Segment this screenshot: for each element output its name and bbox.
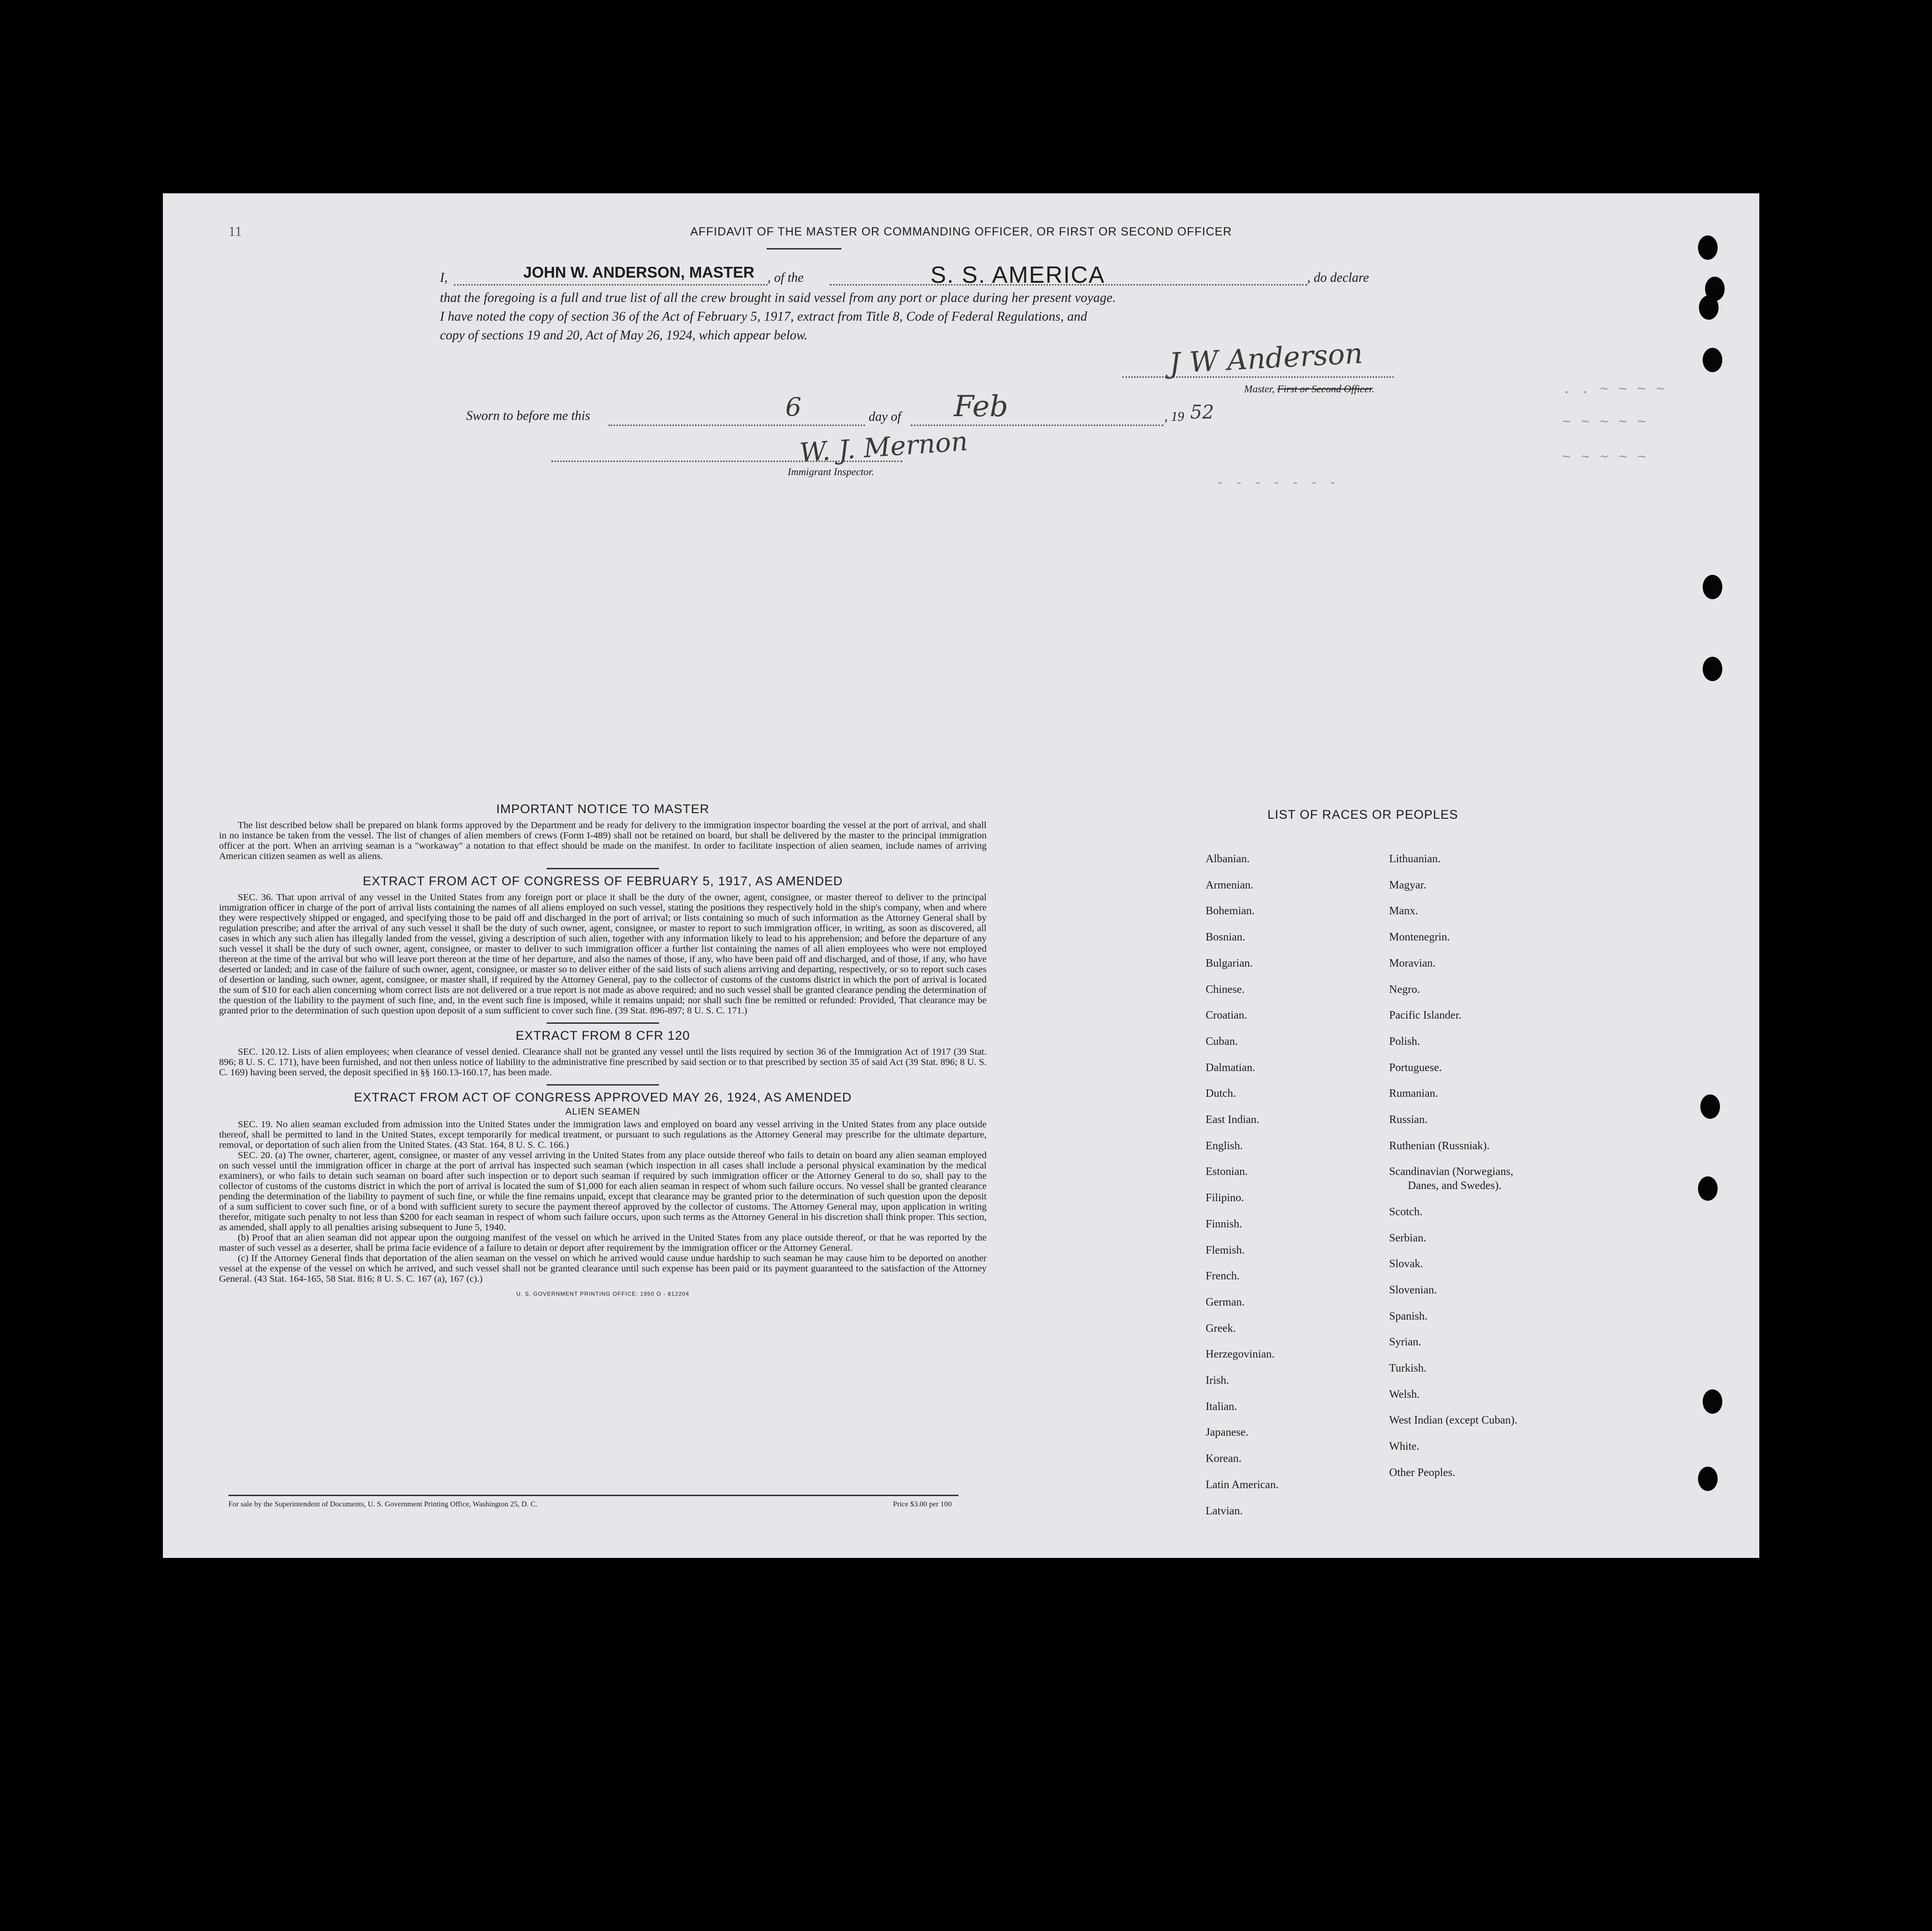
punch-hole [1698,1467,1718,1491]
day-line [608,409,865,426]
declaration-line-3: I have noted the copy of section 36 of the Act of February 5, 1917, extract from Title 8, Code of Federal Regulations, and [440,309,1087,324]
race-item: Magyar. [1389,879,1427,891]
race-item: German. [1206,1296,1245,1308]
extract-cfr-body: SEC. 120.12. Lists of alien employees; when clearance of vessel denied. Clearance shall not be granted any vessel until the lists required by section 36 of the Immigration Act of 1917 (39 Stat. 896; 8 U. S. C. 171), have been furnished, and not then unless notice of liability to the administrative fine prescribed by said section or to that prescribed by section 35 of said Act (39 Stat. 896; 8 U. S. C. 169) having been served, the deposit specified in §§ 160.13-160.17, has been made. [219,1047,987,1078]
month-value: Feb [954,389,1009,423]
race-item: Korean. [1206,1453,1242,1465]
affidavit-title: AFFIDAVIT OF THE MASTER OR COMMANDING OFFICER, OR FIRST OR SECOND OFFICER [690,225,1232,238]
race-item: Herzegovinian. [1206,1348,1275,1361]
race-item: Danes, and Swedes). [1408,1180,1501,1192]
race-item: Montenegrin. [1389,931,1450,944]
race-item: Portuguese. [1389,1061,1442,1074]
race-item: Slovenian. [1389,1284,1437,1296]
extract-1917-title: EXTRACT FROM ACT OF CONGRESS OF FEBRUARY 5, 1917, AS AMENDED [363,874,843,888]
race-item: Irish. [1206,1374,1229,1387]
punch-hole [1703,657,1722,681]
race-item: Pacific Islander. [1389,1009,1462,1022]
race-item: Latin American. [1206,1478,1279,1491]
race-item: Dutch. [1206,1087,1236,1100]
race-item: Chinese. [1206,983,1245,996]
master-signature: J W Anderson [1168,337,1364,380]
inspector-signature: W. J. Mernon [798,426,969,469]
do-declare-label: , do declare [1307,271,1369,285]
punch-hole [1699,295,1719,320]
race-item: Moravian. [1389,957,1436,969]
race-item: Other Peoples. [1389,1466,1456,1479]
race-item: Japanese. [1206,1426,1249,1439]
month-line [911,409,1164,426]
day-value: 6 [785,392,802,422]
master-caption-pre: Master, [1244,383,1277,395]
race-item: Turkish. [1389,1362,1427,1375]
race-item: Negro. [1389,983,1420,996]
sec19-body: SEC. 19. No alien seaman excluded from admission into the United States under the immigration laws and employed on board any vessel arriving in the United States from any place outside thereof, shall be permitted to land in the United States, except temporarily for medical treatment, or pursuant to such regulations as the Attorney General may prescribe for the ultimate departure, removal, or deportation of such alien from the United States. (43 Stat. 164, 8 U. S. C. 166.) [219,1119,987,1150]
race-item: English. [1206,1139,1243,1152]
race-item: Bosnian. [1206,931,1245,944]
document-page [163,193,1759,1558]
punch-hole [1700,1094,1720,1119]
sec20b-body: (b) Proof that an alien seaman did not appear upon the outgoing manifest of the vessel on which he arrived in the United States from any place outside thereof, or that he was reported by the master of such vessel as a deserter, shall be prima facie evidence of a failure to detain or deport after requirement by the immigration officer or the Attorney General. [219,1233,987,1253]
extract-1917-body: SEC. 36. That upon arrival of any vessel in the United States from any foreign port or place it shall be the duty of the owner, agent, consignee, or master thereof to deliver to the principal immigration officer in charge of the port of arrival lists containing the names of all aliens employed on such vessel, stating the positions they respectively hold in the ship's company, when and where they were respectively shipped or engaged, and specifying those to be paid off and discharged in the port of arrival; or lists containing so much of such information as the Attorney General shall by regulation prescribe; and after the arrival of any such vessel it shall be the duty of such owner, agent, consignee, or master to report to such immigration officer, in writing, as soon as discovered, all cases in which any such alien has illegally landed from the vessel, giving a description of such alien, together with any information likely to lead to his apprehension; and before the departure of any such vessel it shall be the duty of such owner, agent, consignee, or master to deliver to such immigration officer a further list containing the names of all alien employees who were not employed thereon at the time of the arrival but who will leave port thereon at the time of her departure, and also the names of those, if any, who have been paid off and discharged, and of those, if any, who have deserted or landed; and in case of the failure of such owner, agent, consignee, or master so to deliver either of the said lists of such aliens arriving and departing, respectively, or so to report such cases of desertion or landing, such owner, agent, consignee, or master shall, if required by the Attorney General, pay to the collector of customs of the customs district in which the port of arrival is located the sum of $10 for each alien concerning whom correct lists are not delivered or a true report is not made as above required; and no such vessel shall be granted clearance pending the determination of the question of the liability to the payment of such fine, and, in the event such fine is imposed, while it remains unpaid; nor shall such fine be remitted or refunded: Provided, That clearance may be granted prior to the determination of such question upon deposit of a sum sufficient to cover such fine. (39 Stat. 896-897; 8 U. S. C. 171.) [219,892,987,1016]
punch-hole [1698,235,1718,260]
sworn-label: Sworn to before me this [466,409,590,423]
race-item: Italian. [1206,1400,1237,1413]
race-item: Spanish. [1389,1310,1428,1322]
race-item: West Indian (except Cuban). [1389,1414,1517,1427]
bleed-through-mark: ~ ~ ~ ~ ~ [1562,413,1647,430]
inspector-caption: Immigrant Inspector. [788,466,874,477]
race-item: Scandinavian (Norwegians, [1389,1166,1514,1178]
race-item: Rumanian. [1389,1087,1438,1100]
sec20a-body: SEC. 20. (a) The owner, charterer, agent, consignee, or master of any vessel arriving in the United States from any place outside thereof who fails to detain on board any alien seaman employed on such vessel until the immigration officer in charge at the port of arrival has inspected such seaman (which inspection in all cases shall include a personal physical examination by the medical examiners), or who fails to detain such seaman on board after such inspection or to deport such seaman if required by such immigration officer or the Attorney General to do so, shall pay to the collector of customs of the customs district in which the port of arrival is located the sum of $1,000 for each alien seaman in respect of whom such failure occurs. No vessel shall be granted clearance pending the determination of the liability to payment of such fine, or while the fine remains unpaid, except that clearance may be granted prior to the determination of such question upon the deposit of a sum sufficient to cover such fine, or of a bond with sufficient surety to secure the payment thereof approved by the collector of customs. The Attorney General may, upon application in writing therefor, mitigate such penalty to not less than $200 for each seaman in respect of whom such failure occurs, upon such terms as the Attorney General in his discretion shall think proper. This section, as amended, shall apply to all penalties arising subsequent to June 5, 1940. [219,1150,987,1233]
races-column-1 [1206,846,1279,1524]
master-name: JOHN W. ANDERSON, MASTER [523,264,754,281]
notice-title: IMPORTANT NOTICE TO MASTER [496,802,710,816]
i-label: I, [440,271,448,285]
race-item: Estonian. [1206,1166,1248,1178]
race-item: Welsh. [1389,1388,1420,1401]
master-caption-struck: First or Second Officer [1277,383,1372,395]
races-column-2 [1389,846,1517,1486]
declaration-line-4: copy of sections 19 and 20, Act of May 26, 1924, which appear below. [440,328,808,343]
declaration-line-2: that the foregoing is a full and true list of all the crew brought in said vessel from any port or place during her present voyage. [440,291,1116,305]
race-item: Ruthenian (Russniak). [1389,1139,1490,1152]
section-rule [547,868,659,869]
race-item: Filipino. [1206,1192,1244,1204]
race-item: Albanian. [1206,853,1250,865]
vessel-name: S. S. AMERICA [930,262,1105,288]
race-item: Serbian. [1389,1232,1427,1244]
master-caption-post: . [1372,383,1375,395]
legal-notices-column [219,802,987,1297]
race-item: Dalmatian. [1206,1061,1255,1074]
race-item: Polish. [1389,1035,1420,1048]
page-number: 11 [228,224,242,239]
race-item: Armenian. [1206,879,1253,891]
race-item: White. [1389,1440,1420,1453]
extract-cfr-title: EXTRACT FROM 8 CFR 120 [515,1028,690,1043]
printing-office-line: U. S. GOVERNMENT PRINTING OFFICE: 1950 O - 812204 [516,1291,689,1297]
sec20c-body: (c) If the Attorney General finds that deportation of the alien seaman on the vessel on which he arrived would cause undue hardship to such seaman he may cause him to be deported on another vessel at the expense of the vessel on which he arrived, and such vessel shall not be granted clearance until such expense has been paid or its payment guaranteed to the satisfaction of the Attorney General. (43 Stat. 164-165, 58 Stat. 816; 8 U. S. C. 167 (a), 167 (c).) [219,1253,987,1284]
race-item: Russian. [1389,1114,1428,1126]
race-item: French. [1206,1270,1240,1283]
race-item: Bulgarian. [1206,957,1253,969]
footer-right: Price $3.00 per 100 [893,1500,952,1508]
race-item: Manx. [1389,905,1418,918]
punch-hole [1703,1389,1722,1414]
master-signature-line [1122,376,1394,378]
inspector-signature-line [551,460,902,462]
race-item: Syrian. [1389,1336,1421,1349]
race-item: Bohemian. [1206,905,1255,918]
extract-1924-title: EXTRACT FROM ACT OF CONGRESS APPROVED MAY 26, 1924, AS AMENDED [354,1090,852,1104]
section-rule [547,1084,659,1086]
races-title: LIST OF RACES OR PEOPLES [1267,808,1458,822]
race-item: Slovak. [1389,1258,1423,1270]
punch-hole [1698,1176,1718,1201]
bleed-through-mark: . . ~ ~ ~ ~ [1562,381,1666,397]
race-item: Croatian. [1206,1009,1247,1022]
race-item: Greek. [1206,1322,1236,1335]
alien-seamen-subtitle: ALIEN SEAMEN [565,1107,640,1117]
title-rule [767,248,842,250]
of-the-label: , of the [768,271,804,285]
year-prefix: , 19 [1164,410,1184,424]
master-caption [1244,383,1375,395]
section-rule [547,1022,659,1024]
race-item: Scotch. [1389,1205,1423,1218]
notice-body: The list described below shall be prepared on blank forms approved by the Department and be ready for delivery to the immigration inspector boarding the vessel at the port of arrival, and shall in no instance be taken from the vessel. The list of changes of alien members of crews (Form I-489) shall not be retained on board, but shall be delivered by the master to the principal immigration officer at the port. When an arriving seaman is a "workaway" a notation to that effect should be made on the manifest. In order to facilitate inspection of alien seamen, include names of arriving American citizen seamen as well as aliens. [219,820,987,861]
race-item: Finnish. [1206,1218,1243,1230]
race-item: Latvian. [1206,1505,1243,1517]
year-value: 52 [1190,402,1214,423]
bleed-through-mark: ~ ~ ~ ~ ~ [1562,448,1647,465]
footer-left: For sale by the Superintendent of Documents, U. S. Government Printing Office, Washington 25, D. C. [228,1500,538,1508]
punch-hole [1703,348,1722,372]
footer-rule [228,1495,959,1496]
race-item: Flemish. [1206,1244,1245,1256]
punch-hole [1703,575,1722,599]
day-of-label: day of [869,410,901,424]
race-item: Lithuanian. [1389,853,1441,865]
bleed-through-mark: - - - - - - - [1216,474,1338,491]
race-item: Cuban. [1206,1035,1238,1048]
race-item: East Indian. [1206,1114,1259,1126]
